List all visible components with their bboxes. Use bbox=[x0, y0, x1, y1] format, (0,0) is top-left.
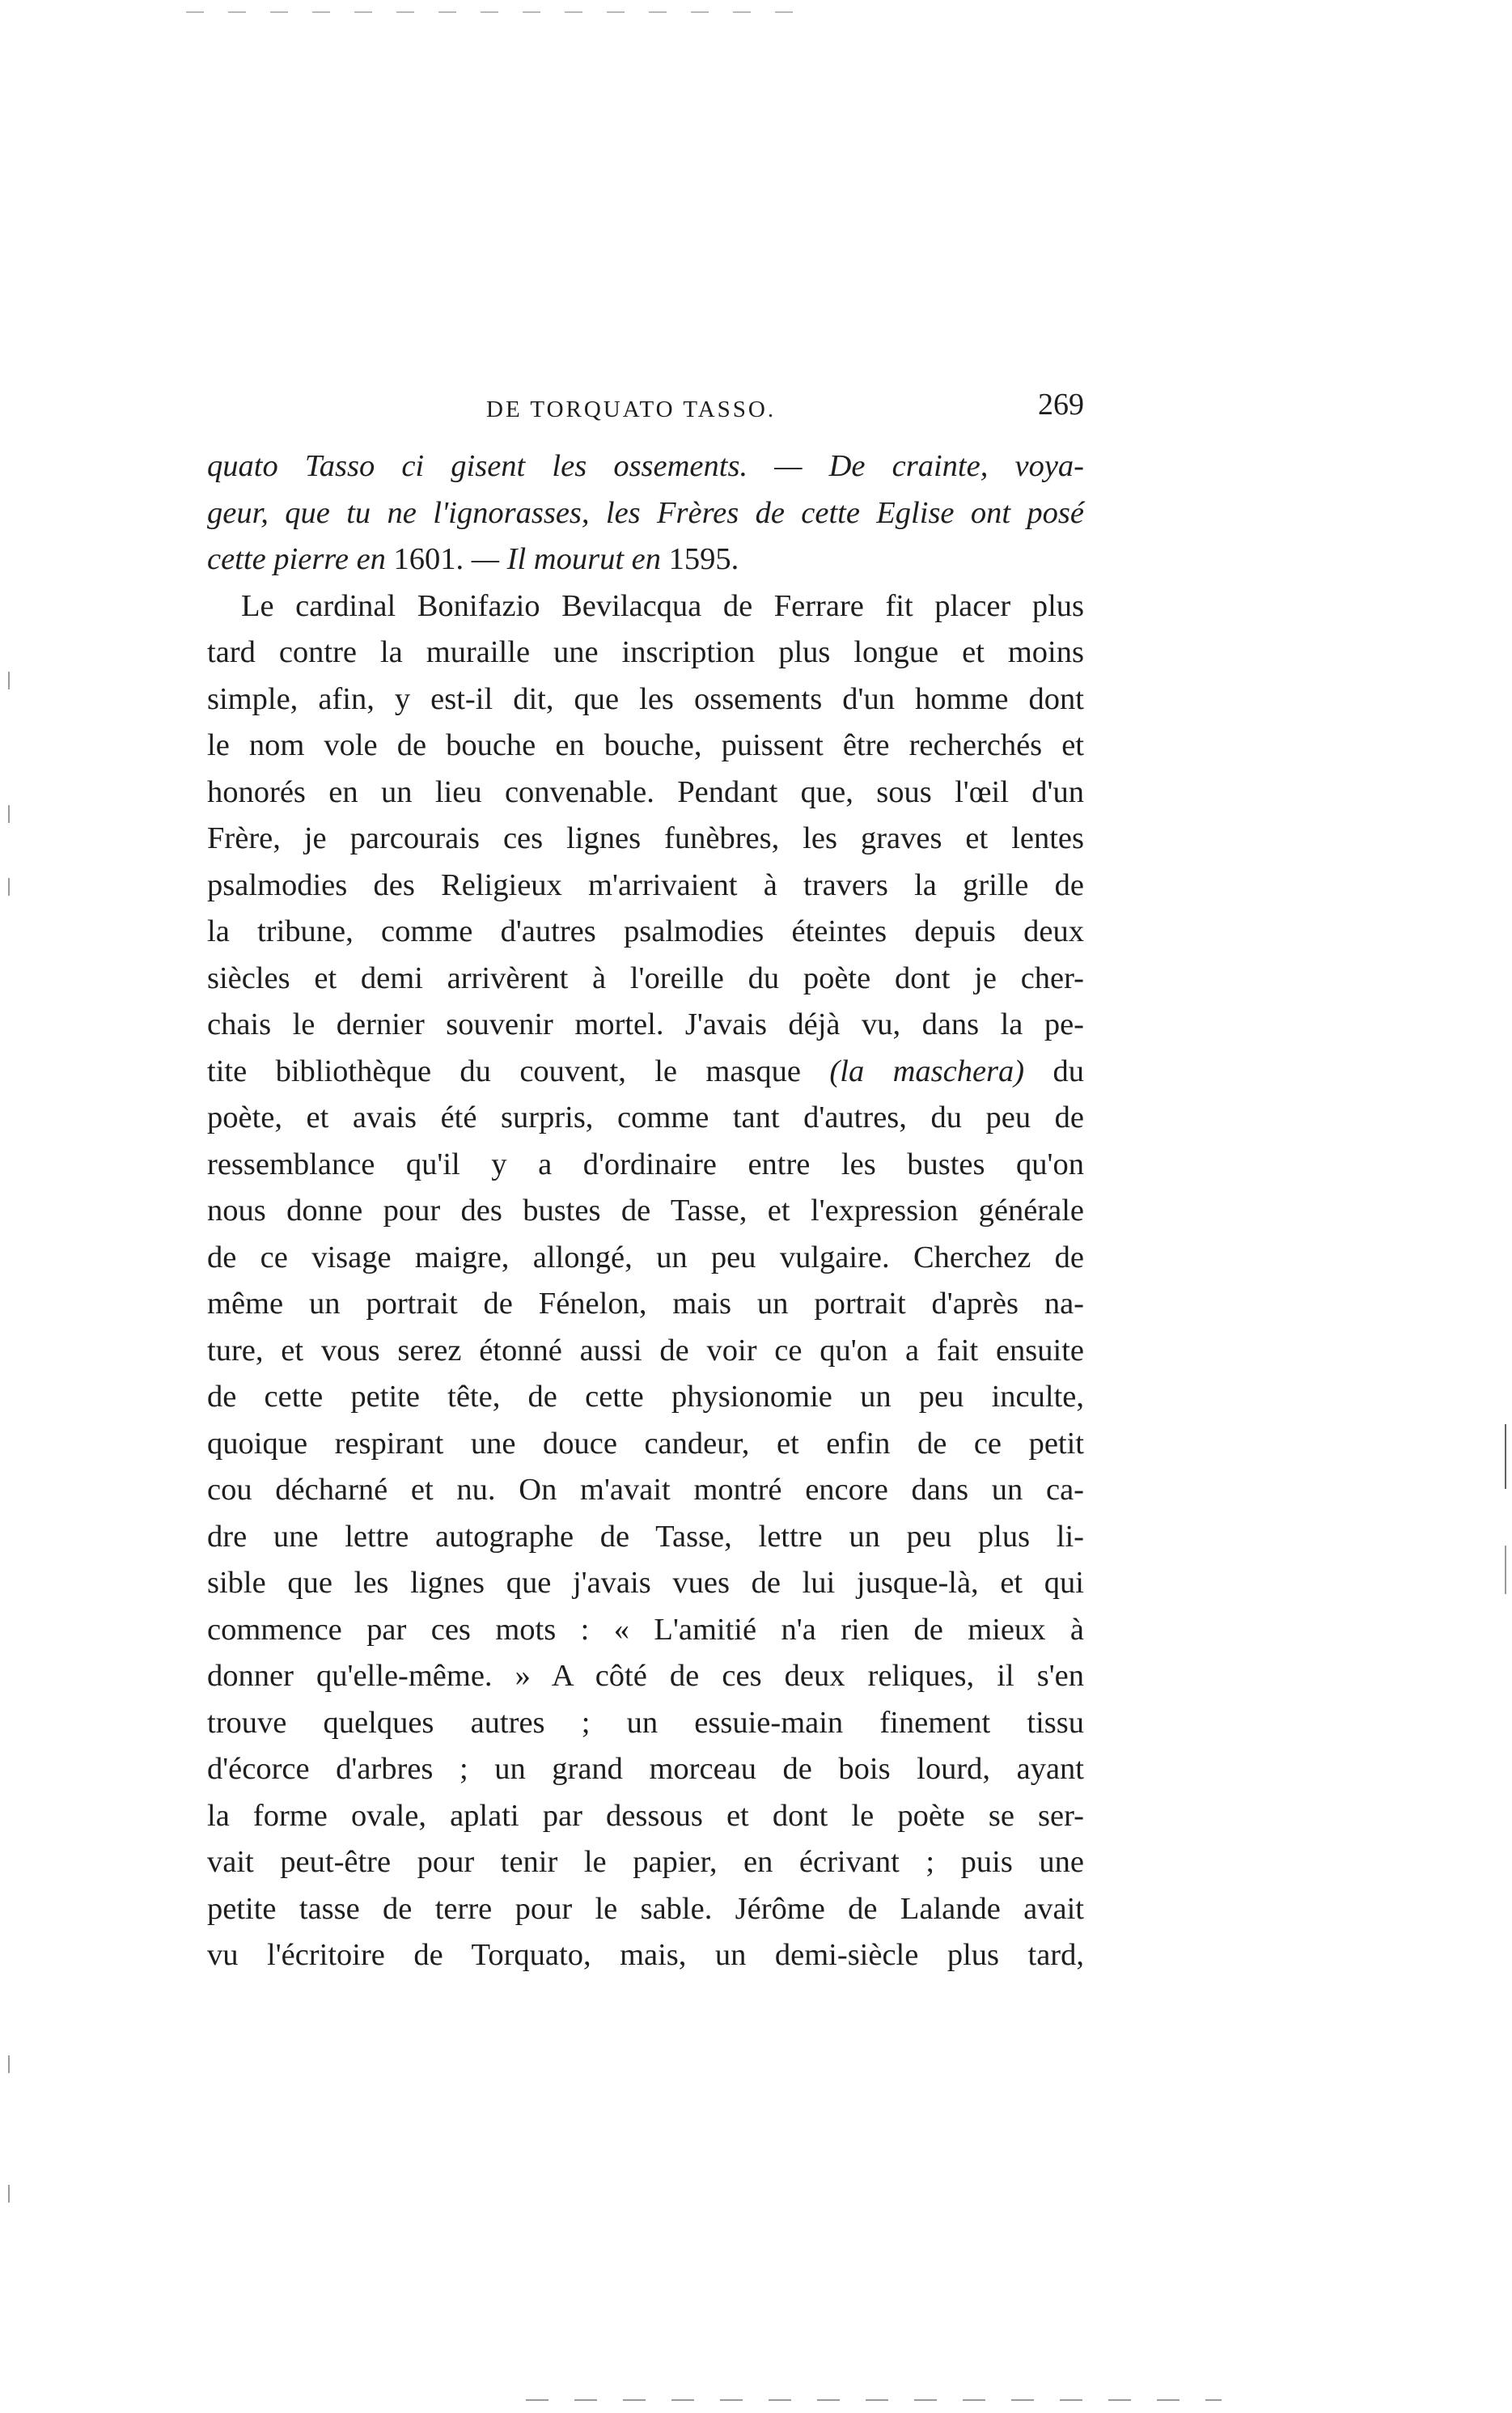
text-line bbox=[207, 1374, 1084, 1421]
text-line bbox=[207, 1421, 1084, 1468]
text-segment: petite tasse de terre pour le sable. Jérôme de Lalande avait bbox=[207, 1891, 1084, 1926]
text-line bbox=[207, 1607, 1084, 1654]
text-line bbox=[207, 1095, 1084, 1142]
text-line bbox=[207, 1560, 1084, 1607]
text-line bbox=[207, 1653, 1084, 1700]
text-segment: siècles et demi arrivèrent à l'oreille du poète dont je cher- bbox=[207, 961, 1084, 995]
body-text bbox=[207, 443, 1084, 1979]
text-segment: tard contre la muraille une inscription plus longue et moins bbox=[207, 635, 1084, 669]
page-number: 269 bbox=[1038, 388, 1084, 422]
text-line bbox=[207, 863, 1084, 910]
text-line bbox=[207, 723, 1084, 770]
text-line bbox=[207, 1142, 1084, 1189]
text-segment: Frère, je parcourais ces lignes funèbres, les graves et lentes bbox=[207, 821, 1084, 855]
text-line bbox=[207, 676, 1084, 723]
text-line bbox=[207, 1467, 1084, 1514]
text-segment: Le cardinal Bonifazio Bevilacqua de Ferrare fit placer plus bbox=[241, 588, 1084, 623]
text-line bbox=[207, 1281, 1084, 1328]
text-segment: nous donne pour des bustes de Tasse, et l'expression générale bbox=[207, 1194, 1084, 1228]
margin-mark bbox=[1505, 1546, 1506, 1594]
text-segment: donner qu'elle-même. » A côté de ces deux reliques, il s'en bbox=[207, 1659, 1084, 1693]
margin-mark bbox=[8, 672, 10, 689]
text-segment: trouve quelques autres ; un essuie-main finement tissu bbox=[207, 1705, 1084, 1740]
text-segment: psalmodies des Religieux m'arrivaient à travers la grille de bbox=[207, 867, 1084, 902]
italic-segment: — Il mourut en bbox=[471, 542, 669, 576]
text-line bbox=[207, 816, 1084, 863]
text-segment: honorés en un lieu convenable. Pendant que, sous l'œil d'un bbox=[207, 774, 1084, 809]
text-segment: 1595. bbox=[668, 542, 739, 576]
margin-mark bbox=[8, 878, 10, 896]
text-line bbox=[207, 1188, 1084, 1235]
margin-mark bbox=[8, 805, 10, 823]
text-line bbox=[207, 1328, 1084, 1375]
text-segment: vu l'écritoire de Torquato, mais, un demi-siècle plus tard, bbox=[207, 1938, 1084, 1972]
text-segment: ture, et vous serez étonné aussi de voir ce qu'on a fait ensuite bbox=[207, 1333, 1084, 1368]
text-line bbox=[207, 1700, 1084, 1747]
page-header bbox=[207, 387, 1084, 435]
text-line bbox=[207, 956, 1084, 1003]
running-title: DE TORQUATO TASSO. bbox=[486, 397, 777, 422]
text-line bbox=[207, 1514, 1084, 1561]
text-segment: même un portrait de Fénelon, mais un portrait d'après na- bbox=[207, 1287, 1084, 1321]
text-line bbox=[207, 536, 1084, 583]
text-line bbox=[207, 630, 1084, 676]
text-segment: le nom vole de bouche en bouche, puissent être recherchés et bbox=[207, 728, 1084, 762]
scan-artifact-top bbox=[186, 11, 817, 13]
text-segment: 1601. bbox=[393, 542, 472, 576]
italic-segment: cette pierre en bbox=[207, 542, 394, 576]
scan-artifact-bottom bbox=[526, 2399, 1222, 2401]
text-segment: cou décharné et nu. On m'avait montré encore dans un ca- bbox=[207, 1473, 1084, 1507]
text-line bbox=[207, 1049, 1084, 1096]
margin-mark bbox=[1505, 1424, 1506, 1489]
text-segment: d'écorce d'arbres ; un grand morceau de bois lourd, ayant bbox=[207, 1752, 1084, 1786]
text-segment: la tribune, comme d'autres psalmodies éteintes depuis deux bbox=[207, 914, 1084, 948]
text-segment: sible que les lignes que j'avais vues de lui jusque-là, et qui bbox=[207, 1566, 1084, 1600]
text-segment: commence par ces mots : « L'amitié n'a rien de mieux à bbox=[207, 1612, 1084, 1647]
text-line bbox=[207, 583, 1084, 630]
text-segment: simple, afin, y est-il dit, que les ossements d'un homme dont bbox=[207, 681, 1084, 716]
text-segment: dre une lettre autographe de Tasse, lettre un peu plus li- bbox=[207, 1519, 1084, 1554]
text-segment: du bbox=[1024, 1054, 1085, 1088]
text-segment: de cette petite tête, de cette physionomie un peu inculte, bbox=[207, 1380, 1084, 1414]
text-line bbox=[207, 1793, 1084, 1840]
text-line bbox=[207, 909, 1084, 956]
italic-segment: quato Tasso ci gisent les ossements. — De crainte, voya- bbox=[207, 449, 1084, 483]
text-line bbox=[207, 490, 1084, 537]
italic-segment: geur, que tu ne l'ignorasses, les Frères de cette Eglise ont posé bbox=[207, 495, 1084, 530]
text-line bbox=[207, 443, 1084, 490]
italic-segment: (la maschera) bbox=[829, 1054, 1025, 1088]
margin-mark bbox=[8, 2055, 10, 2073]
text-segment: ressemblance qu'il y a d'ordinaire entre les bustes qu'on bbox=[207, 1147, 1084, 1181]
text-line bbox=[207, 1235, 1084, 1282]
text-segment: la forme ovale, aplati par dessous et dont le poète se ser- bbox=[207, 1798, 1084, 1833]
text-segment: tite bibliothèque du couvent, le masque bbox=[207, 1054, 830, 1088]
text-segment: vait peut-être pour tenir le papier, en écrivant ; puis une bbox=[207, 1845, 1084, 1879]
text-segment: poète, et avais été surpris, comme tant d'autres, du peu de bbox=[207, 1100, 1084, 1134]
text-line bbox=[207, 770, 1084, 816]
text-line bbox=[207, 1746, 1084, 1793]
text-segment: quoique respirant une douce candeur, et enfin de ce petit bbox=[207, 1426, 1084, 1461]
text-line bbox=[207, 1002, 1084, 1049]
text-line bbox=[207, 1932, 1084, 1979]
text-segment: chais le dernier souvenir mortel. J'avais déjà vu, dans la pe- bbox=[207, 1007, 1084, 1041]
text-segment: de ce visage maigre, allongé, un peu vulgaire. Cherchez de bbox=[207, 1240, 1084, 1274]
text-line bbox=[207, 1839, 1084, 1886]
text-line bbox=[207, 1886, 1084, 1933]
margin-mark bbox=[8, 2185, 10, 2203]
